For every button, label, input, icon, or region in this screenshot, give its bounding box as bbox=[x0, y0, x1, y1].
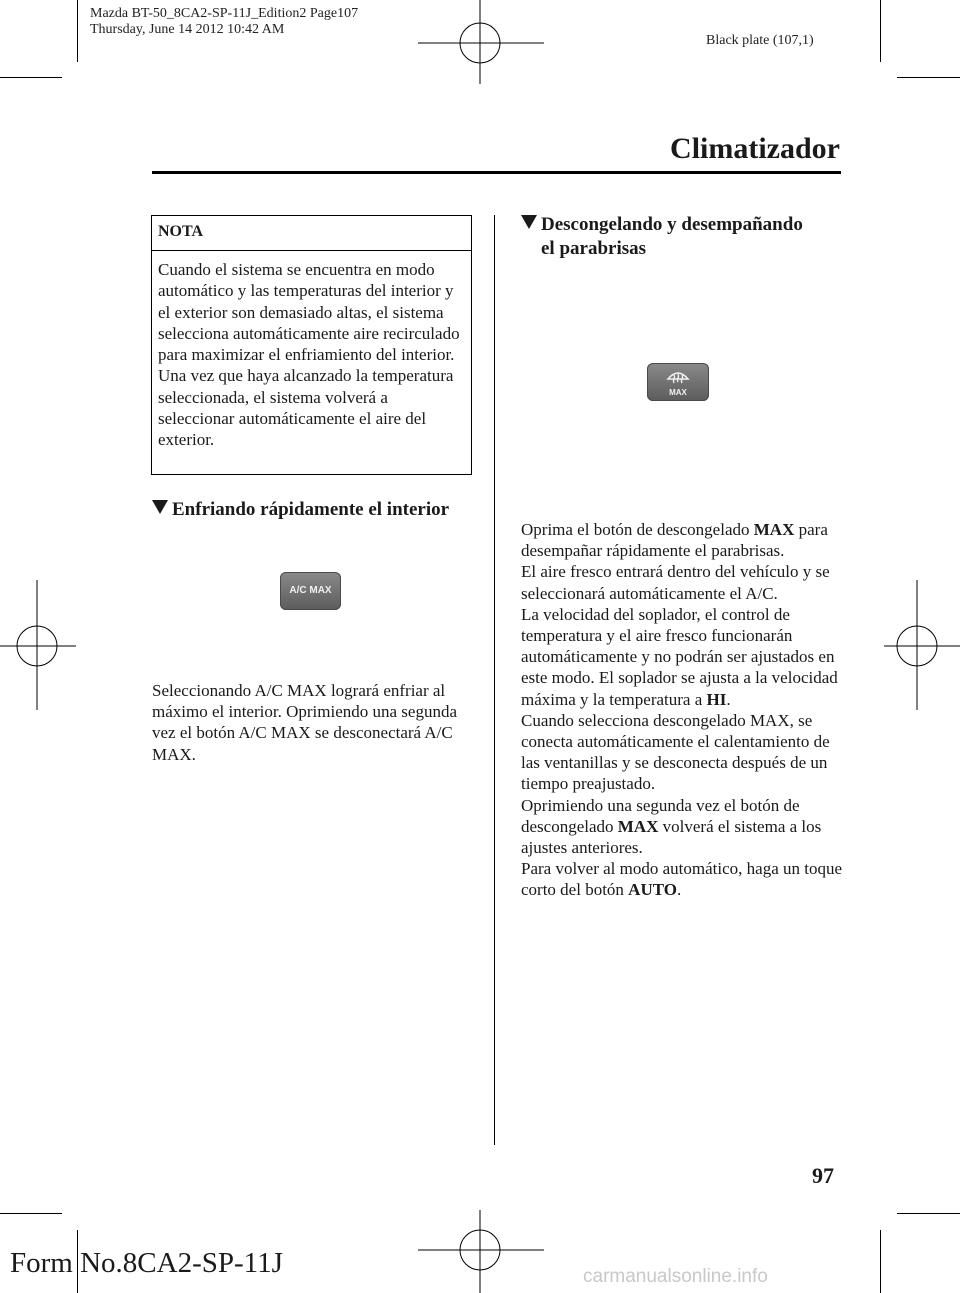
crop-mark bbox=[880, 0, 881, 62]
plate-label: Black plate (107,1) bbox=[706, 33, 814, 48]
defrost-paragraph-5: Oprimiendo una segunda vez el botón de descongelado MAX volverá el sistema a los ajustes anteriores. bbox=[521, 795, 822, 858]
registration-mark-icon bbox=[418, 1210, 544, 1293]
print-date-line: Thursday, June 14 2012 10:42 AM bbox=[90, 22, 285, 37]
column-divider bbox=[494, 215, 495, 1145]
crop-mark bbox=[0, 1213, 62, 1214]
crop-mark bbox=[897, 1213, 960, 1214]
print-metadata bbox=[90, 6, 358, 38]
registration-mark-icon bbox=[418, 0, 544, 84]
defrost-max-button-icon bbox=[647, 363, 709, 401]
cooling-heading-text: Enfriando rápidamente el interior bbox=[172, 499, 450, 520]
print-file-line: Mazda BT-50_8CA2-SP-11J_Edition2 Page107 bbox=[90, 6, 359, 21]
section-title: Climatizador bbox=[670, 132, 840, 165]
defrost-heading-line1: Descongelando y desempañando bbox=[541, 214, 803, 235]
triangle-bullet-icon bbox=[521, 215, 537, 229]
crop-mark bbox=[77, 0, 78, 62]
windshield-defrost-icon bbox=[666, 368, 690, 386]
cooling-text: Seleccionando A/C MAX logrará enfriar al máximo el interior. Oprimiendo una segunda vez el botón A/C MAX se desconectará A/C MAX. bbox=[152, 681, 457, 764]
note-box bbox=[151, 215, 472, 475]
defrost-heading bbox=[521, 213, 841, 261]
triangle-bullet-icon bbox=[152, 500, 168, 514]
note-text: Cuando el sistema se encuentra en modo automático y las temperaturas del interior y el exterior son demasiado altas, el sistema selecciona automáticamente aire recirculado para maximizar el enfriamiento del interior. Una vez que haya alcanzado la temperatura seleccionada, el sistema volverá a seleccionar automáticamente el aire del exterior. bbox=[158, 260, 460, 450]
header-rule bbox=[152, 171, 841, 174]
ac-max-button-icon: A/C MAX bbox=[280, 572, 341, 610]
registration-mark-icon bbox=[884, 580, 960, 710]
form-number: Form No.8CA2-SP-11J bbox=[10, 1247, 283, 1279]
defrost-paragraph-3: La velocidad del soplador, el control de temperatura y el aire fresco funcionarán automáticamente y no podrán ser ajustados en este modo. El soplador se ajusta a la velocidad máxima y la temperatura a HI. bbox=[521, 604, 838, 709]
crop-mark bbox=[897, 77, 960, 78]
watermark-text: carmanualsonline.info bbox=[583, 1266, 768, 1287]
defrost-paragraph-4: Cuando selecciona descongelado MAX, se conecta automáticamente el calentamiento de las ventanillas y se desconecta después de un tiempo preajustado. bbox=[521, 710, 830, 794]
registration-mark-icon bbox=[0, 580, 76, 710]
defrost-max-label: MAX bbox=[669, 388, 687, 397]
note-label: NOTA bbox=[152, 216, 471, 251]
page-number: 97 bbox=[812, 1163, 834, 1188]
defrost-text bbox=[521, 519, 843, 901]
crop-mark bbox=[0, 77, 62, 78]
crop-mark bbox=[880, 1230, 881, 1293]
defrost-paragraph-1: Oprima el botón de descongelado MAX para desempañar rápidamente el parabrisas. bbox=[521, 520, 828, 561]
defrost-heading-line2: el parabrisas bbox=[541, 238, 647, 259]
defrost-paragraph-6: Para volver al modo automático, haga un toque corto del botón AUTO. bbox=[521, 859, 843, 900]
defrost-paragraph-2: El aire fresco entrará dentro del vehículo y se seleccionará automáticamente el A/C. bbox=[521, 562, 830, 603]
cooling-heading bbox=[152, 498, 482, 522]
